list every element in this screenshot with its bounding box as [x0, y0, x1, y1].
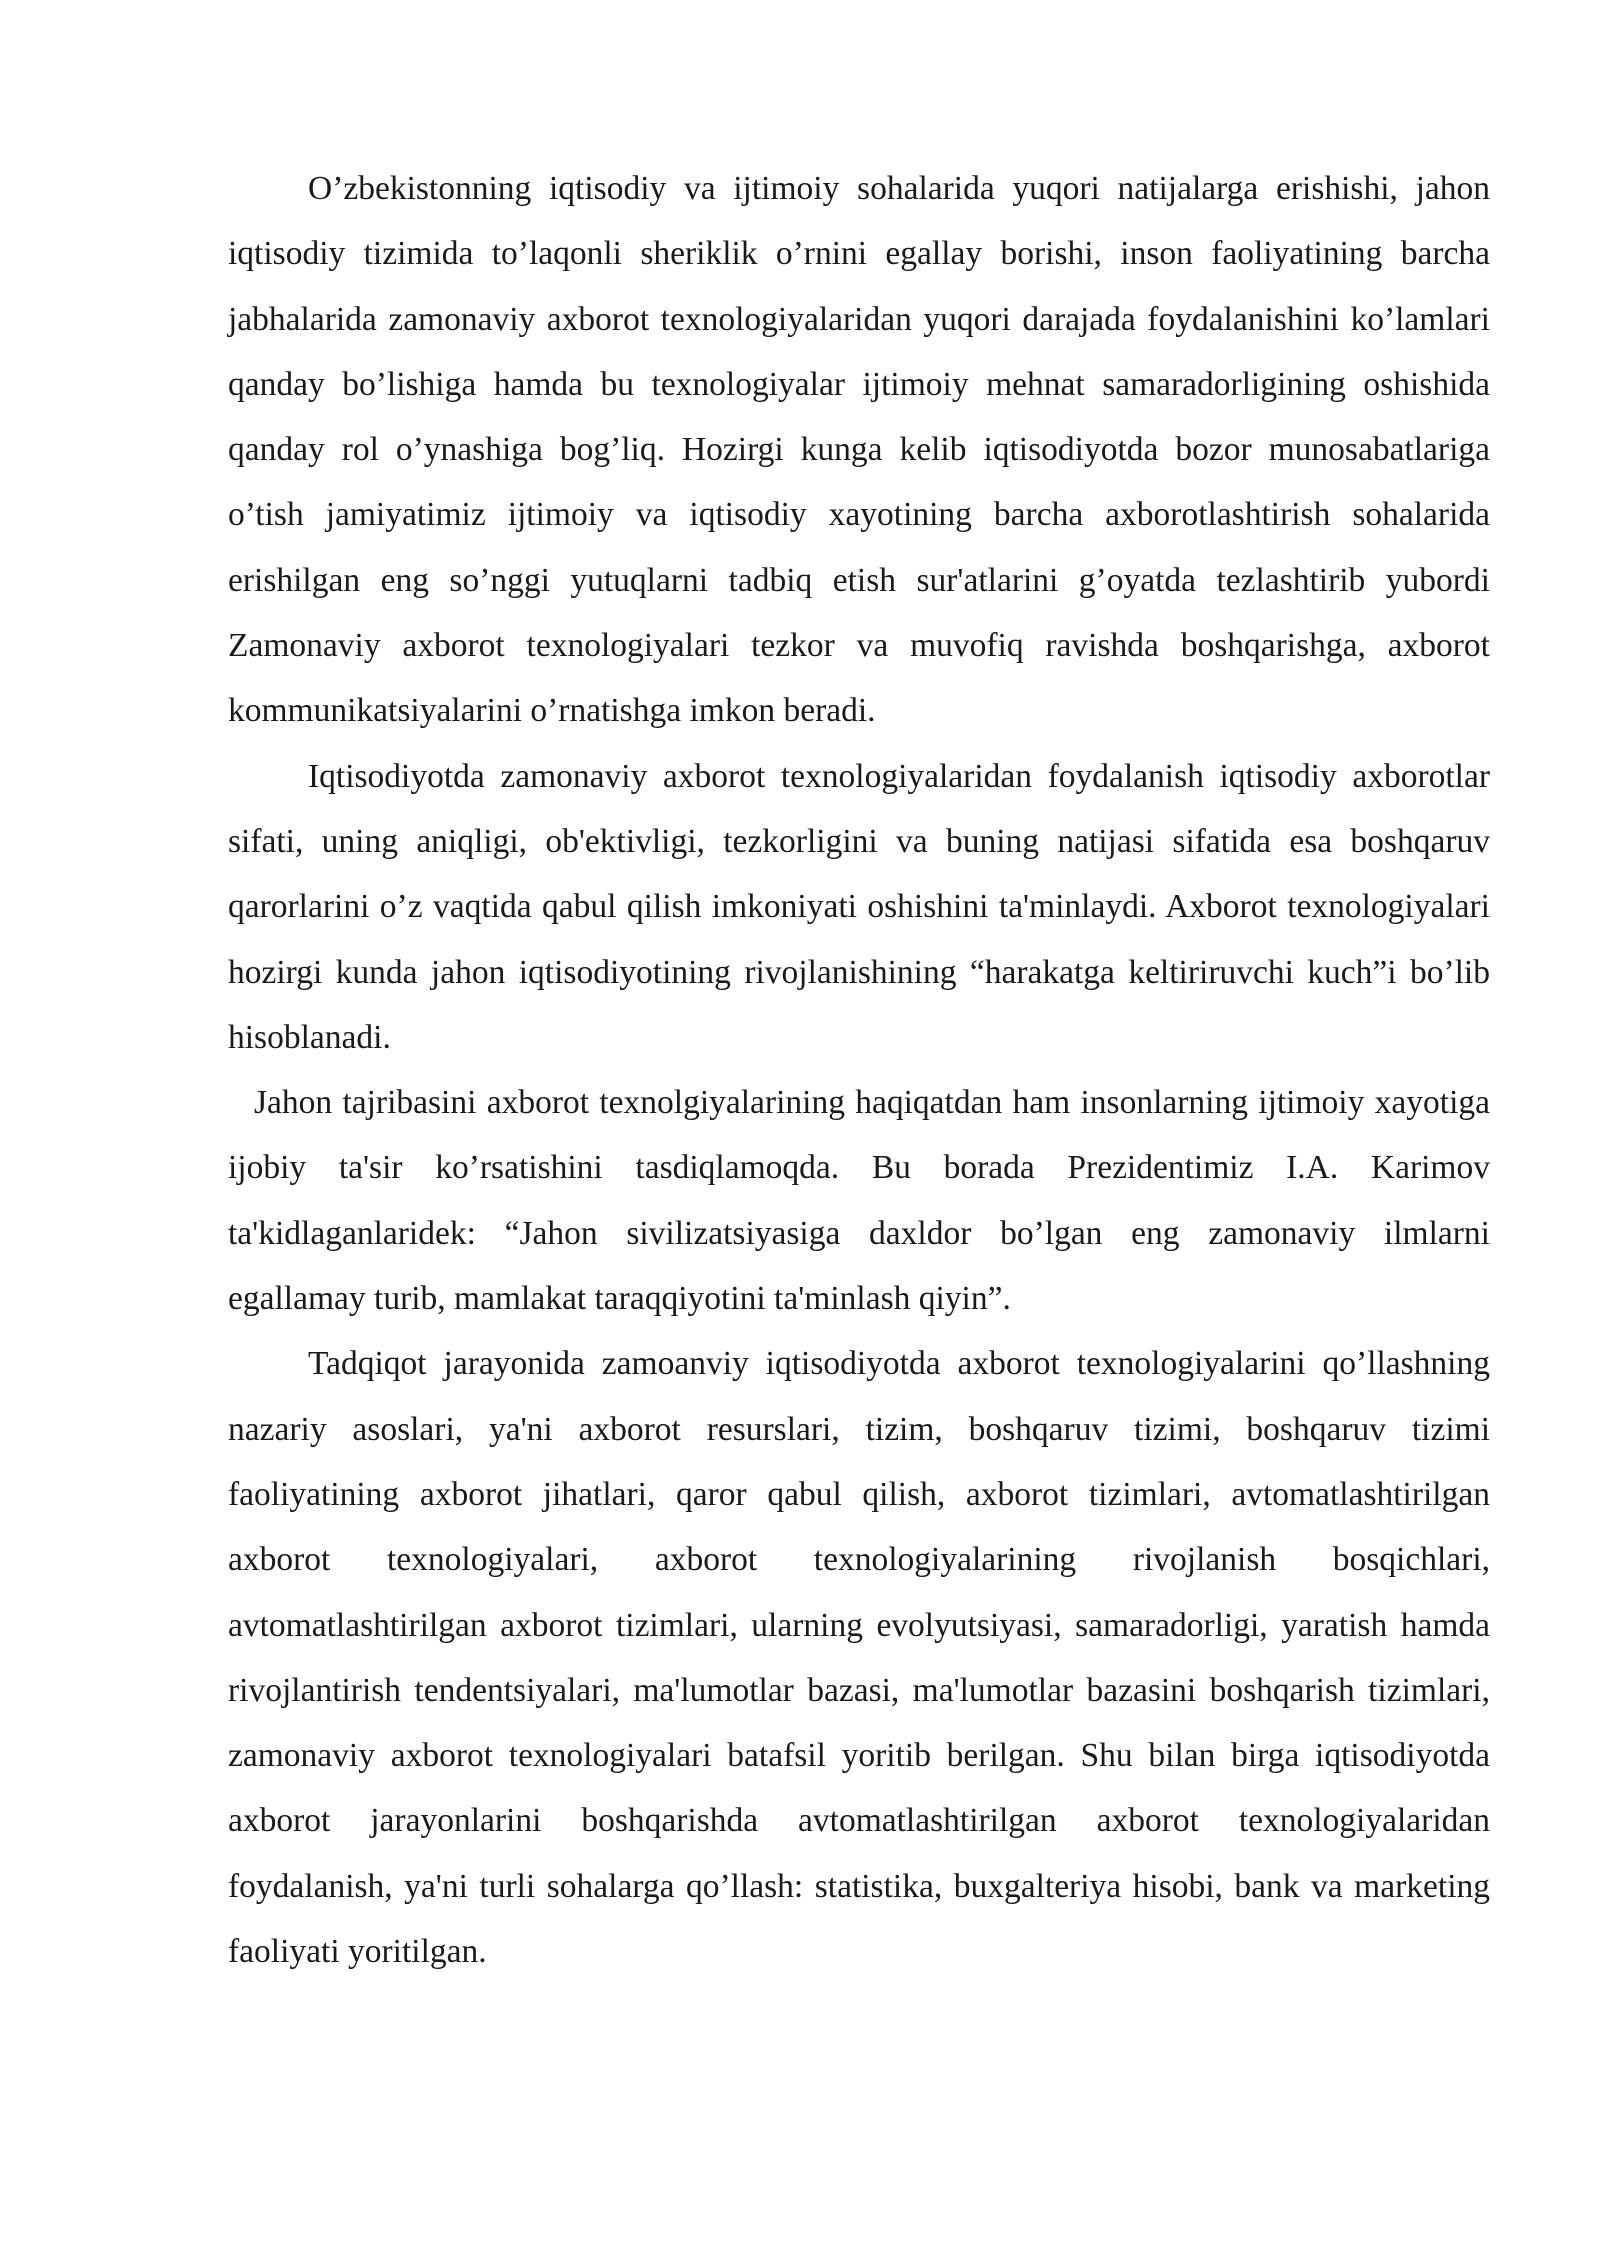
document-page — [228, 156, 1490, 1984]
paragraph-4: Tadqiqot jarayonida zamoanviy iqtisodiyotda axborot texnologiyalarini qo’llashning nazariy asoslari, ya'ni axborot resurslari, tizim, boshqaruv tizimi, boshqaruv tizimi faoliyatining axborot jihatlari, qaror qabul qilish, axborot tizimlari, avtomatlashtirilgan axborot texnologiyalari, axborot texnologiyalarining rivojlanish bosqichlari, avtomatlashtirilgan axborot tizimlari, ularning evolyutsiyasi, samaradorligi, yaratish hamda rivojlantirish tendentsiyalari, ma'lumotlar bazasi, ma'lumotlar bazasini boshqarish tizimlari, zamonaviy axborot texnologiyalari batafsil yoritib berilgan. Shu bilan birga iqtisodiyotda axborot jarayonlarini boshqarishda avtomatlashtirilgan axborot texnologiyalaridan foydalanish, ya'ni turli sohalarga qo’llash: statistika, buxgalteriya hisobi, bank va marketing faoliyati yoritilgan. — [228, 1345, 1490, 1971]
paragraph-1: O’zbekistonning iqtisodiy va ijtimoiy sohalarida yuqori natijalarga erishishi, jahon iqtisodiy tizimida to’laqonli sheriklik o’rnini egallay borishi, inson faoliyatining barcha jabhalarida zamonaviy axborot texnologiyalaridan yuqori darajada foydalanishini ko’lamlari qanday bo’lishiga hamda bu texnologiyalar ijtimoiy mehnat samaradorligining oshishida qanday rol o’ynashiga bog’liq. Hozirgi kunga kelib iqtisodiyotda bozor munosabatlariga o’tish jamiyatimiz ijtimoiy va iqtisodiy xayotining barcha axborotlashtirish sohalarida erishilgan eng so’nggi yutuqlarni tadbiq etish sur'atlarini g’oyatda tezlashtirib yubordi Zamonaviy axborot texnologiyalari tezkor va muvofiq ravishda boshqarishga, axborot kommunikatsiyalarini o’rnatishga imkon beradi. — [228, 170, 1490, 730]
paragraph-2: Iqtisodiyotda zamonaviy axborot texnologiyalaridan foydalanish iqtisodiy axborotlar sifati, uning aniqligi, ob'ektivligi, tezkorligini va buning natijasi sifatida esa boshqaruv qarorlarini o’z vaqtida qabul qilish imkoniyati oshishini ta'minlaydi. Axborot texnologiyalari hozirgi kunda jahon iqtisodiyotining rivojlanishining “harakatga keltiriruvchi kuch”i bo’lib hisoblanadi. — [228, 757, 1490, 1056]
paragraph-3: Jahon tajribasini axborot texnolgiyalarining haqiqatdan ham insonlarning ijtimoiy xayotiga ijobiy ta'sir ko’rsatishini tasdiqlamoqda. Bu borada Prezidentimiz I.A. Karimov ta'kidlaganlaridek: “Jahon sivilizatsiyasiga daxldor bo’lgan eng zamonaviy ilmlarni egallamay turib, mamlakat taraqqiyotini ta'minlash qiyin”. — [228, 1084, 1490, 1318]
